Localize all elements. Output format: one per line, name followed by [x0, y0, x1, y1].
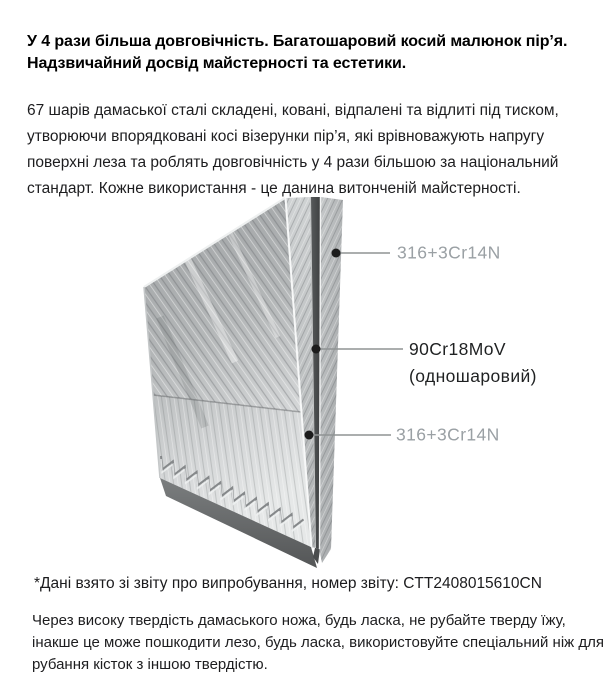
intro-paragraph: 67 шарів дамаської сталі складені, ковані, відпалені та відлиті під тиском, утворюючи впорядковані косі візерунки пір’я, які врівноважують напругу поверхні леза та роблять довговічність у 4 рази більшою за національний стандарт. Кожне використання - це данина витонченій майстерності.	[27, 102, 559, 197]
steel-layers-diagram	[0, 197, 611, 568]
feather-texture-upper	[144, 198, 301, 412]
label-core-material: 90Cr18MoV	[409, 339, 506, 359]
label-core-layer	[409, 336, 537, 390]
report-footnote: *Дані взято зі звіту про випробування, номер звіту: CTT2408015610CN	[34, 575, 542, 592]
label-core-note: (одношаровий)	[409, 366, 537, 386]
warning-paragraph: Через високу твердість дамаського ножа, будь ласка, не рубайте тверду їжу, інакше це може пошкодити лезо, будь ласка, використовуйте спеціальний ніж для рубання кісток з іншою твердістю.	[32, 612, 604, 673]
label-top-layer: 316+3Cr14N	[397, 242, 501, 263]
page-title: У 4 рази більша довговічність. Багатошаровий косий малюнок пір’я. Надзвичайний досвід майстерності та естетики.	[27, 33, 568, 72]
label-bottom-layer: 316+3Cr14N	[396, 424, 500, 445]
